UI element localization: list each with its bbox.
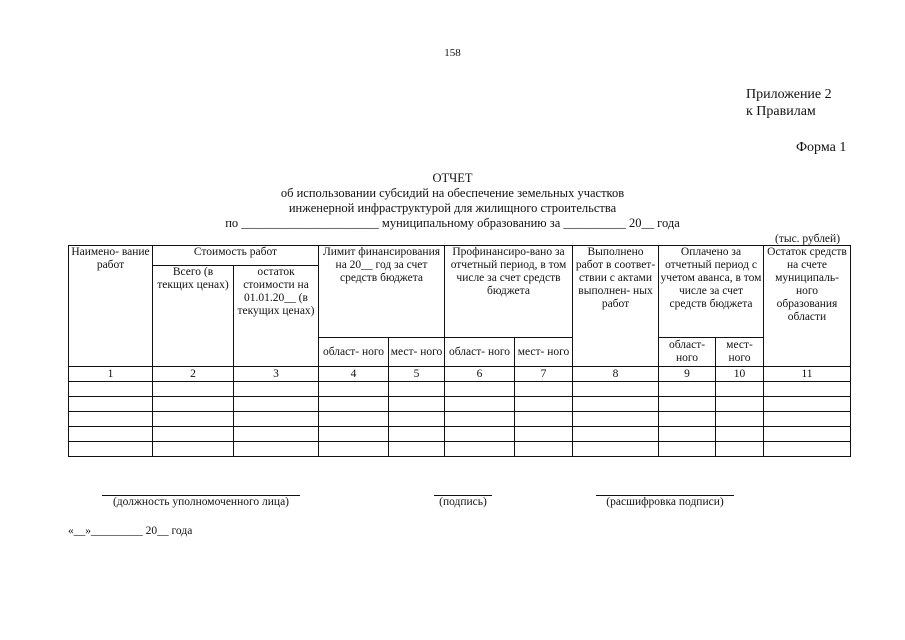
table-row xyxy=(69,382,851,397)
table-cell xyxy=(515,412,573,427)
table-cell xyxy=(515,427,573,442)
table-row xyxy=(69,427,851,442)
table-cell xyxy=(153,412,234,427)
table-cell xyxy=(319,412,389,427)
table-cell xyxy=(69,412,153,427)
table-cell xyxy=(764,382,851,397)
table-cell xyxy=(659,442,716,457)
table-cell xyxy=(445,442,515,457)
appendix-line-2: к Правилам xyxy=(746,104,816,119)
table-cell xyxy=(234,412,319,427)
header-cost: Стоимость работ xyxy=(153,246,319,266)
header-done: Выполнено работ в соответ- ствии с актами выполнен- ных работ xyxy=(573,246,659,367)
table-cell xyxy=(153,382,234,397)
table-cell xyxy=(234,382,319,397)
units-label: (тыс. рублей) xyxy=(775,233,841,245)
table-cell xyxy=(445,412,515,427)
column-number: 5 xyxy=(389,367,445,382)
report-title xyxy=(0,171,905,231)
header-limit: Лимит финансирования на 20__ год за счет средств бюджета xyxy=(319,246,445,338)
table-cell xyxy=(153,397,234,412)
column-number: 10 xyxy=(716,367,764,382)
appendix-caption xyxy=(746,86,832,120)
header-financed: Профинансиро-вано за отчетный период, в том числе за счет средств бюджета xyxy=(445,246,573,338)
table-cell xyxy=(69,382,153,397)
table-cell xyxy=(69,397,153,412)
table-cell xyxy=(764,397,851,412)
table-cell xyxy=(716,427,764,442)
column-number: 11 xyxy=(764,367,851,382)
table-cell xyxy=(69,427,153,442)
table-cell xyxy=(573,442,659,457)
table-cell xyxy=(234,442,319,457)
table-cell xyxy=(515,442,573,457)
table-cell xyxy=(445,382,515,397)
table-cell xyxy=(659,397,716,412)
header-balance: Остаток средств на счете муниципаль- ного образования области xyxy=(764,246,851,367)
header-paid-regional: област- ного xyxy=(659,338,716,367)
table-cell xyxy=(153,442,234,457)
table-cell xyxy=(319,442,389,457)
table-cell xyxy=(573,412,659,427)
header-financed-regional: област- ного xyxy=(445,338,515,367)
table-cell xyxy=(69,442,153,457)
table-cell xyxy=(764,412,851,427)
table-cell xyxy=(234,427,319,442)
appendix-line-1: Приложение 2 xyxy=(746,87,832,102)
table-cell xyxy=(573,382,659,397)
column-number: 3 xyxy=(234,367,319,382)
column-number: 1 xyxy=(69,367,153,382)
header-paid-local: мест- ного xyxy=(716,338,764,367)
empty-rows xyxy=(69,382,851,457)
header-paid: Оплачено за отчетный период с учетом аванса, в том числе за счет средств бюджета xyxy=(659,246,764,338)
column-number: 4 xyxy=(319,367,389,382)
table-cell xyxy=(515,382,573,397)
title-line-4: по ______________________ муниципальному образованию за __________ 20__ года xyxy=(225,216,680,230)
table-cell xyxy=(659,427,716,442)
signature-position: (должность уполномоченного лица) xyxy=(102,495,300,508)
table-cell xyxy=(659,382,716,397)
header-limit-local: мест- ного xyxy=(389,338,445,367)
header-limit-regional: област- ного xyxy=(319,338,389,367)
table-cell xyxy=(389,382,445,397)
table-cell xyxy=(153,427,234,442)
table-cell xyxy=(659,412,716,427)
table-cell xyxy=(234,397,319,412)
signature-decoding: (расшифровка подписи) xyxy=(596,495,734,508)
report-table xyxy=(68,245,851,457)
title-line-3: инженерной инфраструктурой для жилищного строительства xyxy=(288,201,617,215)
title-line-1: ОТЧЕТ xyxy=(432,171,473,185)
column-number: 8 xyxy=(573,367,659,382)
table-cell xyxy=(389,427,445,442)
table-cell xyxy=(319,427,389,442)
header-name: Наимено- вание работ xyxy=(69,246,153,367)
date-line: «__»_________ 20__ года xyxy=(68,525,193,537)
table-cell xyxy=(764,442,851,457)
table-cell xyxy=(445,427,515,442)
form-label: Форма 1 xyxy=(796,140,847,155)
table-cell xyxy=(716,382,764,397)
signature-sign: (подпись) xyxy=(434,495,492,508)
table-row xyxy=(69,397,851,412)
table-cell xyxy=(389,412,445,427)
header-cost-rest: остаток стоимости на 01.01.20__ (в текущих ценах) xyxy=(234,266,319,367)
header-financed-local: мест- ного xyxy=(515,338,573,367)
table-cell xyxy=(389,397,445,412)
column-number: 6 xyxy=(445,367,515,382)
column-number: 9 xyxy=(659,367,716,382)
table-cell xyxy=(389,442,445,457)
table-cell xyxy=(445,397,515,412)
table-row xyxy=(69,412,851,427)
table-cell xyxy=(716,397,764,412)
column-number: 7 xyxy=(515,367,573,382)
table-cell xyxy=(573,397,659,412)
table-cell xyxy=(573,427,659,442)
table-cell xyxy=(716,442,764,457)
column-number: 2 xyxy=(153,367,234,382)
page-number: 158 xyxy=(444,47,461,59)
table-row xyxy=(69,442,851,457)
table-cell xyxy=(764,427,851,442)
table-cell xyxy=(515,397,573,412)
title-line-2: об использовании субсидий на обеспечение земельных участков xyxy=(280,186,625,200)
table-cell xyxy=(319,382,389,397)
table-cell xyxy=(319,397,389,412)
header-cost-total: Всего (в текщих ценах) xyxy=(153,266,234,367)
table-cell xyxy=(716,412,764,427)
